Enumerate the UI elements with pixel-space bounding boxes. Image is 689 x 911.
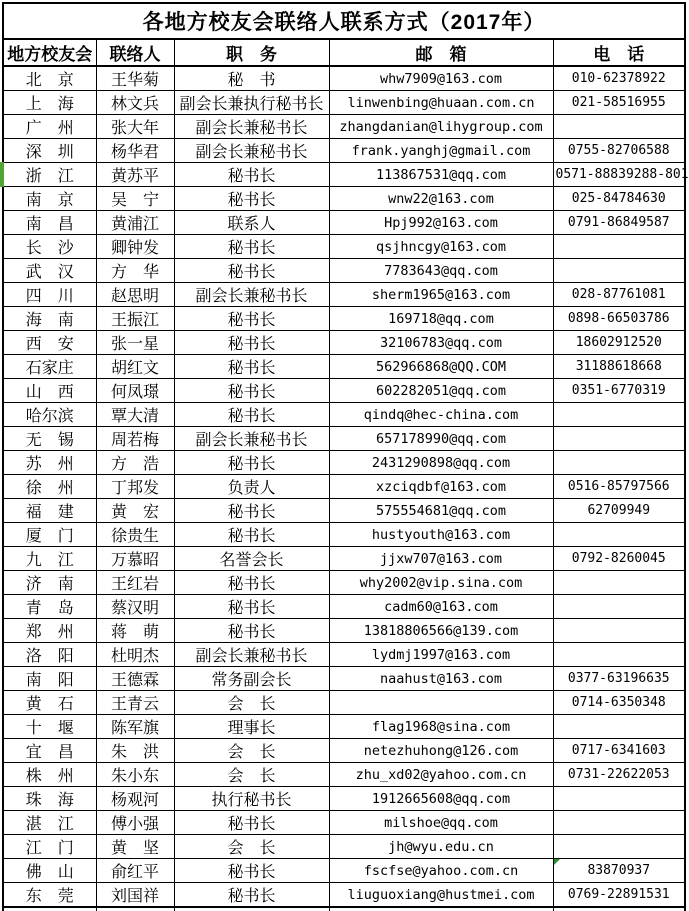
cell-region[interactable]: 青 岛 (3, 595, 96, 619)
cell-contact[interactable]: 张大年 (96, 115, 174, 139)
cell-email[interactable]: hustyouth@163.com (329, 523, 553, 547)
cell-position[interactable]: 秘书长 (174, 259, 329, 283)
cell-phone[interactable] (553, 115, 685, 139)
cell-position[interactable]: 秘 书 (174, 66, 329, 91)
cell-phone[interactable]: 0714-6350348 (553, 691, 685, 715)
title-row (3, 3, 685, 39)
cell-email[interactable]: flag1968@sina.com (329, 715, 553, 739)
row-marker-bar (0, 162, 4, 187)
cell-contact[interactable]: 杨观河 (96, 787, 174, 811)
cell-position[interactable]: 秘书长 (174, 595, 329, 619)
table-row (3, 187, 685, 211)
cell-contact[interactable]: 杜明杰 (96, 643, 174, 667)
cell-email[interactable]: liuguoxiang@hustmei.com (329, 883, 553, 908)
cell-region[interactable]: 苏 州 (3, 451, 96, 475)
table-row (3, 547, 685, 571)
cell-contact[interactable]: 傅小强 (96, 811, 174, 835)
cell-region[interactable]: 洛 阳 (3, 643, 96, 667)
cell-region[interactable]: 东 莞 (3, 883, 96, 908)
table-row (3, 451, 685, 475)
cell-email[interactable]: 113867531@qq.com (329, 163, 553, 187)
cell-position[interactable]: 秘书长 (174, 187, 329, 211)
cell-phone[interactable] (553, 523, 685, 547)
table-title: 各地方校友会联络人联系方式（2017年） (3, 3, 685, 39)
cell-position[interactable]: 秘书长 (174, 451, 329, 475)
cell-contact[interactable]: 杨华君 (96, 139, 174, 163)
cell-region[interactable]: 湛 江 (3, 811, 96, 835)
cell-region[interactable]: 浙 江 (3, 163, 96, 187)
cell-contact[interactable]: 方 华 (96, 259, 174, 283)
cell-email[interactable]: jjxw707@163.com (329, 547, 553, 571)
cell-region[interactable]: 山 西 (3, 379, 96, 403)
cell-region[interactable]: 徐 州 (3, 475, 96, 499)
cell-contact[interactable]: 丁邦发 (96, 475, 174, 499)
cell-position[interactable]: 秘书长 (174, 379, 329, 403)
cell-phone[interactable]: 18602912520 (553, 331, 685, 355)
table-row (3, 259, 685, 283)
cell-contact[interactable]: 覃大清 (96, 403, 174, 427)
cell-position[interactable]: 秘书长 (174, 499, 329, 523)
cell-email[interactable]: 32106783@qq.com (329, 331, 553, 355)
cell-email[interactable]: 575554681@qq.com (329, 499, 553, 523)
table-row (3, 811, 685, 835)
cell-contact[interactable]: 方 浩 (96, 451, 174, 475)
table-row (3, 163, 685, 187)
cell-email[interactable]: why2002@vip.sina.com (329, 571, 553, 595)
cell-contact[interactable]: 万慕昭 (96, 547, 174, 571)
cell-region[interactable]: 西 安 (3, 331, 96, 355)
table-row (3, 379, 685, 403)
cell-email[interactable]: 7783643@qq.com (329, 259, 553, 283)
cell-region[interactable]: 厦 门 (3, 523, 96, 547)
column-header-region[interactable]: 地方校友会 (3, 39, 96, 66)
cell-email[interactable]: whw7909@163.com (329, 66, 553, 91)
cell-email[interactable]: frank.yanghj@gmail.com (329, 139, 553, 163)
cell-position[interactable]: 秘书长 (174, 235, 329, 259)
cell-contact[interactable]: 王德霖 (96, 667, 174, 691)
header-row (3, 39, 685, 66)
cell-email[interactable]: fscfse@yahoo.com.cn (329, 859, 553, 883)
cell-email[interactable]: 169718@qq.com (329, 307, 553, 331)
cell-phone[interactable] (553, 403, 685, 427)
cell-contact[interactable]: 朱小东 (96, 763, 174, 787)
table-row (3, 355, 685, 379)
cell-position[interactable]: 秘书长 (174, 163, 329, 187)
cell-contact[interactable]: 徐贵生 (96, 523, 174, 547)
cell-region[interactable]: 北 京 (3, 66, 96, 91)
cell-phone[interactable] (553, 643, 685, 667)
cell-email[interactable]: qindq@hec-china.com (329, 403, 553, 427)
cell-phone[interactable]: 0351-6770319 (553, 379, 685, 403)
cell-phone[interactable]: 010-62378922 (553, 66, 685, 91)
cell-contact[interactable]: 王红岩 (96, 571, 174, 595)
table-row (3, 715, 685, 739)
cell-region[interactable]: 南 阳 (3, 667, 96, 691)
cell-contact[interactable]: 林文兵 (96, 91, 174, 115)
table-row (3, 283, 685, 307)
table-row (3, 883, 685, 908)
cell-position[interactable]: 副会长兼秘书长 (174, 115, 329, 139)
cell-position[interactable]: 秘书长 (174, 883, 329, 908)
cell-email[interactable]: zhu_xd02@yahoo.com.cn (329, 763, 553, 787)
cell-position[interactable]: 负责人 (174, 475, 329, 499)
cell-region[interactable]: 福 建 (3, 499, 96, 523)
cell-region[interactable]: 无 锡 (3, 427, 96, 451)
cell-email[interactable]: zhangdanian@lihygroup.com (329, 115, 553, 139)
cell-phone[interactable]: 0792-8260045 (553, 547, 685, 571)
cell-position[interactable]: 秘书长 (174, 571, 329, 595)
cell-region[interactable]: 武 汉 (3, 259, 96, 283)
cell-email[interactable]: 602282051@qq.com (329, 379, 553, 403)
cell-email[interactable]: linwenbing@huaan.com.cn (329, 91, 553, 115)
cell-phone[interactable] (553, 259, 685, 283)
cell-contact[interactable]: 何凤璟 (96, 379, 174, 403)
cell-region[interactable]: 江 门 (3, 835, 96, 859)
cell-email[interactable]: 657178990@qq.com (329, 427, 553, 451)
contacts-table (2, 2, 689, 911)
cell-phone[interactable]: 83870937 (553, 859, 685, 883)
cell-position[interactable]: 秘书长 (174, 307, 329, 331)
cell-contact[interactable]: 俞红平 (96, 859, 174, 883)
table-body (3, 66, 689, 907)
table-row (3, 307, 685, 331)
cell-position[interactable]: 会 长 (174, 763, 329, 787)
cell-position[interactable]: 常务副会长 (174, 667, 329, 691)
cell-phone[interactable] (553, 595, 685, 619)
table-row (3, 475, 685, 499)
cell-email[interactable]: wnw22@163.com (329, 187, 553, 211)
cell-position[interactable]: 会 长 (174, 691, 329, 715)
table-row (3, 619, 685, 643)
cell-position[interactable]: 会 长 (174, 835, 329, 859)
cell-position[interactable]: 副会长兼执行秘书长 (174, 91, 329, 115)
cell-phone[interactable]: 0516-85797566 (553, 475, 685, 499)
cell-region[interactable]: 株 州 (3, 763, 96, 787)
table-row (3, 739, 685, 763)
cell-region[interactable]: 深 圳 (3, 139, 96, 163)
cell-phone[interactable] (553, 835, 685, 859)
cell-phone[interactable]: 0769-22891531 (553, 883, 685, 908)
cell-position[interactable]: 副会长兼秘书长 (174, 139, 329, 163)
cell-contact[interactable]: 黄 坚 (96, 835, 174, 859)
cell-email[interactable]: milshoe@qq.com (329, 811, 553, 835)
table-row (3, 835, 685, 859)
cell-contact[interactable]: 赵思明 (96, 283, 174, 307)
cell-phone[interactable]: 62709949 (553, 499, 685, 523)
cell-region[interactable]: 珠 海 (3, 787, 96, 811)
cell-region[interactable]: 南 京 (3, 187, 96, 211)
table-row (3, 667, 685, 691)
table-body-partial (3, 907, 685, 911)
table-row (3, 91, 685, 115)
table-row-partial (3, 907, 685, 911)
cell-email[interactable]: cadm60@163.com (329, 595, 553, 619)
cell-position[interactable]: 名誉会长 (174, 547, 329, 571)
cell-region[interactable]: 广 州 (3, 115, 96, 139)
cell-phone[interactable]: 31188618668 (553, 355, 685, 379)
cell-phone[interactable]: 0731-22622053 (553, 763, 685, 787)
cell-region[interactable]: 长 沙 (3, 235, 96, 259)
cell-contact[interactable]: 黄 宏 (96, 499, 174, 523)
cell-email[interactable]: 2431290898@qq.com (329, 451, 553, 475)
cell-phone[interactable]: 025-84784630 (553, 187, 685, 211)
cell-email[interactable]: xzciqdbf@163.com (329, 475, 553, 499)
cell-position[interactable]: 秘书长 (174, 859, 329, 883)
cell-phone[interactable]: 0755-82706588 (553, 139, 685, 163)
table-row (3, 235, 685, 259)
table-row (3, 691, 685, 715)
cell-phone[interactable] (553, 427, 685, 451)
cell-phone[interactable] (553, 619, 685, 643)
cell-region[interactable]: 十 堰 (3, 715, 96, 739)
cell-contact[interactable]: 卿钟发 (96, 235, 174, 259)
column-header-phone[interactable]: 电 话 (553, 39, 685, 66)
cell-email[interactable]: 13818806566@139.com (329, 619, 553, 643)
cell-contact[interactable]: 张一星 (96, 331, 174, 355)
cell-position[interactable]: 秘书长 (174, 331, 329, 355)
table-row (3, 427, 685, 451)
cell-phone[interactable] (553, 811, 685, 835)
cell-position[interactable]: 副会长兼秘书长 (174, 283, 329, 307)
cell-empty[interactable] (553, 907, 685, 911)
cell-phone[interactable] (553, 715, 685, 739)
table-row (3, 523, 685, 547)
cell-position[interactable]: 秘书长 (174, 355, 329, 379)
cell-email[interactable]: 562966868@QQ.COM (329, 355, 553, 379)
cell-phone[interactable] (553, 787, 685, 811)
table-row (3, 595, 685, 619)
cell-empty[interactable] (3, 907, 96, 911)
cell-position[interactable]: 会 长 (174, 739, 329, 763)
cell-position[interactable]: 执行秘书长 (174, 787, 329, 811)
cell-contact[interactable]: 吴 宁 (96, 187, 174, 211)
table-row (3, 139, 685, 163)
cell-position[interactable]: 秘书长 (174, 523, 329, 547)
cell-region[interactable]: 宜 昌 (3, 739, 96, 763)
cell-region[interactable]: 哈尔滨 (3, 403, 96, 427)
table-row (3, 571, 685, 595)
cell-position[interactable]: 联系人 (174, 211, 329, 235)
cell-email[interactable]: Hpj992@163.com (329, 211, 553, 235)
table-row (3, 115, 685, 139)
cell-contact[interactable]: 蔡汉明 (96, 595, 174, 619)
cell-email[interactable]: netezhuhong@126.com (329, 739, 553, 763)
cell-region[interactable]: 海 南 (3, 307, 96, 331)
cell-contact[interactable]: 王华菊 (96, 66, 174, 91)
cell-contact[interactable]: 朱 洪 (96, 739, 174, 763)
table-row (3, 859, 685, 883)
table-row (3, 763, 685, 787)
cell-empty[interactable] (174, 907, 329, 911)
column-header-email[interactable]: 邮 箱 (329, 39, 553, 66)
cell-region[interactable]: 郑 州 (3, 619, 96, 643)
cell-phone[interactable]: 028-87761081 (553, 283, 685, 307)
cell-region[interactable]: 南 昌 (3, 211, 96, 235)
cell-email[interactable]: sherm1965@163.com (329, 283, 553, 307)
cell-phone[interactable]: 0791-86849587 (553, 211, 685, 235)
cell-position[interactable]: 秘书长 (174, 811, 329, 835)
error-flag-triangle-icon (554, 859, 560, 865)
cell-contact[interactable]: 胡红文 (96, 355, 174, 379)
cell-phone[interactable] (553, 235, 685, 259)
cell-contact[interactable]: 刘国祥 (96, 883, 174, 908)
cell-phone[interactable]: 021-58516955 (553, 91, 685, 115)
cell-region[interactable]: 济 南 (3, 571, 96, 595)
cell-empty[interactable] (329, 907, 553, 911)
table-row (3, 66, 685, 91)
table-row (3, 211, 685, 235)
cell-region[interactable]: 上 海 (3, 91, 96, 115)
cell-phone[interactable]: 0571-88839288-801 (553, 163, 685, 187)
cell-email[interactable]: 1912665608@qq.com (329, 787, 553, 811)
cell-email[interactable]: naahust@163.com (329, 667, 553, 691)
cell-phone[interactable]: 0898-66503786 (553, 307, 685, 331)
table-row (3, 787, 685, 811)
cell-contact[interactable]: 陈军旗 (96, 715, 174, 739)
cell-position[interactable]: 副会长兼秘书长 (174, 427, 329, 451)
table-row (3, 499, 685, 523)
cell-phone[interactable] (553, 451, 685, 475)
cell-region[interactable]: 石家庄 (3, 355, 96, 379)
cell-email[interactable]: qsjhncgy@163.com (329, 235, 553, 259)
cell-contact[interactable]: 黄浦江 (96, 211, 174, 235)
cell-contact[interactable]: 蒋 萌 (96, 619, 174, 643)
cell-email[interactable]: jh@wyu.edu.cn (329, 835, 553, 859)
column-header-contact[interactable]: 联络人 (96, 39, 174, 66)
cell-phone[interactable]: 0377-63196635 (553, 667, 685, 691)
cell-position[interactable]: 秘书长 (174, 619, 329, 643)
table-row (3, 643, 685, 667)
cell-email[interactable]: lydmj1997@163.com (329, 643, 553, 667)
cell-position[interactable]: 秘书长 (174, 403, 329, 427)
table-row (3, 403, 685, 427)
cell-contact[interactable]: 王振江 (96, 307, 174, 331)
cell-position[interactable]: 副会长兼秘书长 (174, 643, 329, 667)
cell-region[interactable]: 佛 山 (3, 859, 96, 883)
cell-contact[interactable]: 周若梅 (96, 427, 174, 451)
table-row (3, 331, 685, 355)
cell-contact[interactable]: 王青云 (96, 691, 174, 715)
cell-region[interactable]: 四 川 (3, 283, 96, 307)
cell-region[interactable]: 黄 石 (3, 691, 96, 715)
column-header-position[interactable]: 职 务 (174, 39, 329, 66)
cell-email[interactable] (329, 691, 553, 715)
cell-region[interactable]: 九 江 (3, 547, 96, 571)
cell-contact[interactable]: 黄苏平 (96, 163, 174, 187)
cell-empty[interactable] (96, 907, 174, 911)
cell-phone[interactable]: 0717-6341603 (553, 739, 685, 763)
cell-position[interactable]: 理事长 (174, 715, 329, 739)
cell-phone[interactable] (553, 571, 685, 595)
